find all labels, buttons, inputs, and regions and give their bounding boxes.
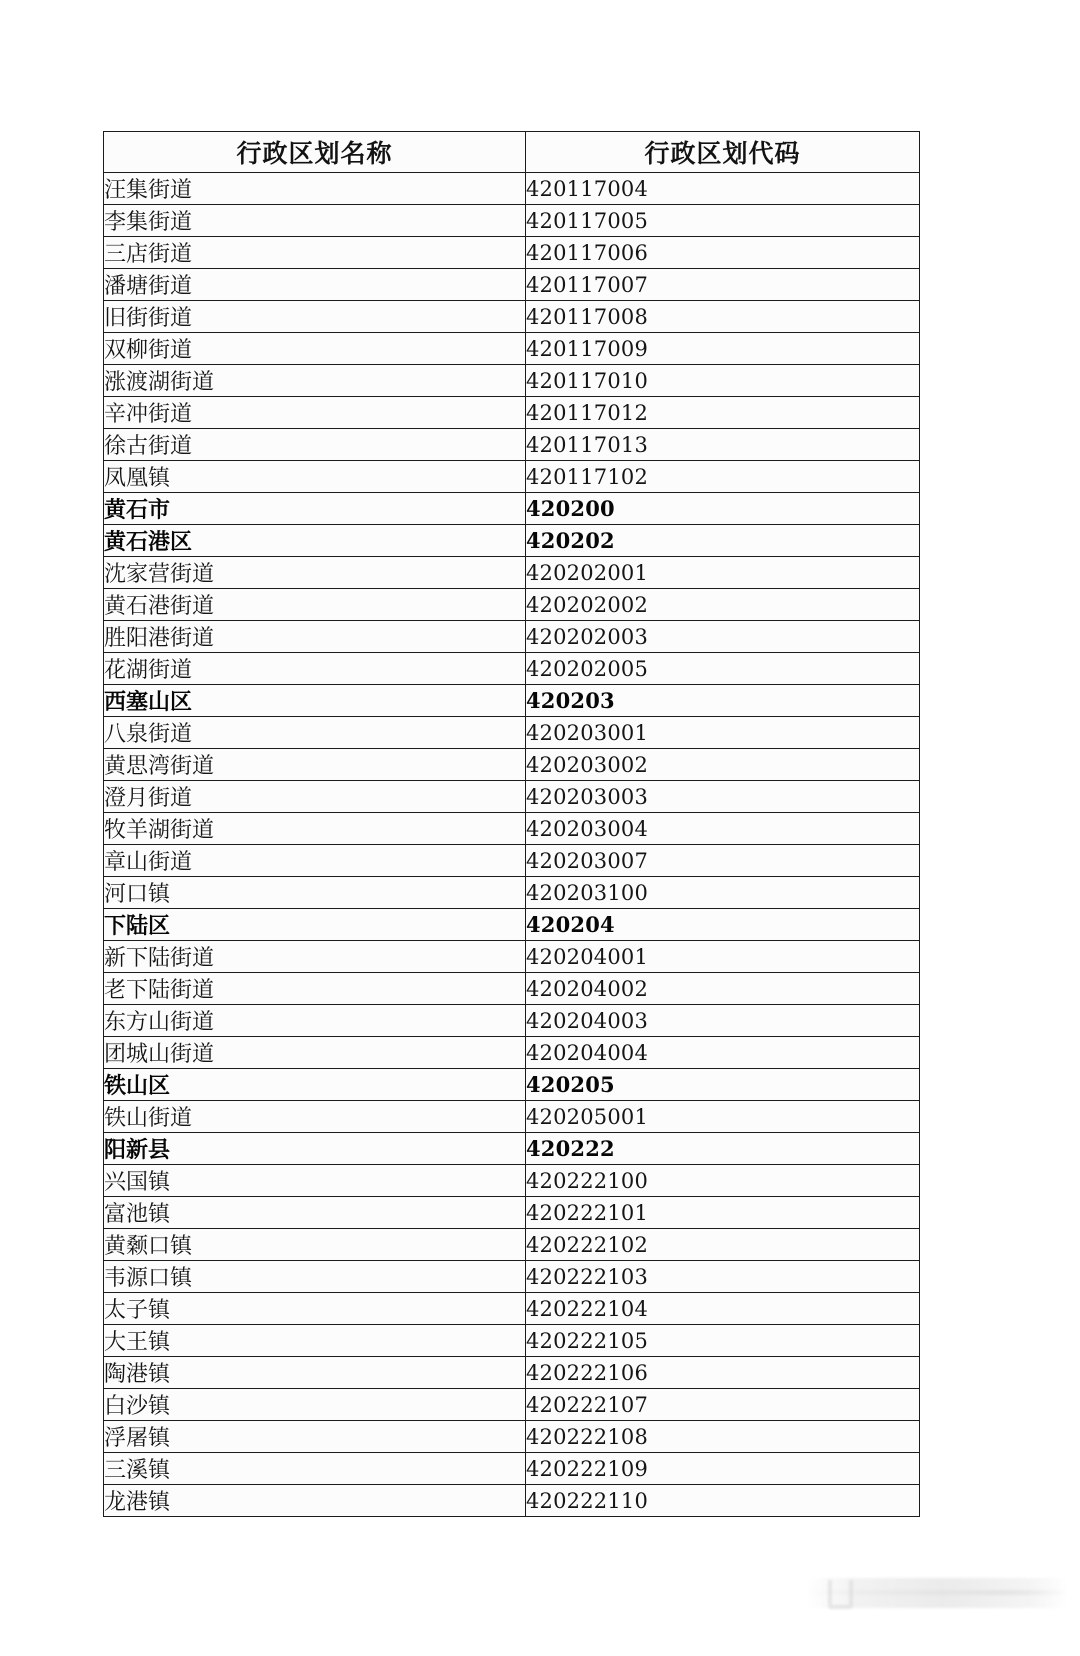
cell-division-name: 阳新县 bbox=[104, 1133, 526, 1165]
table-row bbox=[104, 557, 920, 589]
cell-division-code: 420222106 bbox=[526, 1357, 920, 1389]
cell-division-name: 韦源口镇 bbox=[104, 1261, 526, 1293]
cell-division-name: 黄石港街道 bbox=[104, 589, 526, 621]
table-row bbox=[104, 493, 920, 525]
cell-division-code: 420117006 bbox=[526, 237, 920, 269]
cell-division-code: 420222101 bbox=[526, 1197, 920, 1229]
cell-division-name: 胜阳港街道 bbox=[104, 621, 526, 653]
table-row bbox=[104, 653, 920, 685]
cell-division-code: 420117008 bbox=[526, 301, 920, 333]
cell-division-name: 澄月街道 bbox=[104, 781, 526, 813]
cell-division-code: 420204004 bbox=[526, 1037, 920, 1069]
cell-division-code: 420222104 bbox=[526, 1293, 920, 1325]
table-row bbox=[104, 685, 920, 717]
cell-division-code: 420204 bbox=[526, 909, 920, 941]
cell-division-name: 凤凰镇 bbox=[104, 461, 526, 493]
cell-division-code: 420117007 bbox=[526, 269, 920, 301]
table-row bbox=[104, 1485, 920, 1517]
table-row bbox=[104, 781, 920, 813]
table-row bbox=[104, 365, 920, 397]
cell-division-name: 牧羊湖街道 bbox=[104, 813, 526, 845]
cell-division-code: 420222103 bbox=[526, 1261, 920, 1293]
cell-division-name: 章山街道 bbox=[104, 845, 526, 877]
cell-division-name: 花湖街道 bbox=[104, 653, 526, 685]
table-row bbox=[104, 1389, 920, 1421]
table-row bbox=[104, 1133, 920, 1165]
table-row bbox=[104, 1357, 920, 1389]
cell-division-name: 徐古街道 bbox=[104, 429, 526, 461]
watermark-glyph-icon bbox=[828, 1580, 853, 1609]
table-row bbox=[104, 1453, 920, 1485]
table-row bbox=[104, 1197, 920, 1229]
cell-division-name: 旧街街道 bbox=[104, 301, 526, 333]
cell-division-code: 420117009 bbox=[526, 333, 920, 365]
table-row bbox=[104, 845, 920, 877]
cell-division-name: 下陆区 bbox=[104, 909, 526, 941]
table-row bbox=[104, 397, 920, 429]
cell-division-code: 420117005 bbox=[526, 205, 920, 237]
table-row bbox=[104, 301, 920, 333]
table-row bbox=[104, 1421, 920, 1453]
table-row bbox=[104, 589, 920, 621]
cell-division-code: 420203007 bbox=[526, 845, 920, 877]
table-row bbox=[104, 1325, 920, 1357]
cell-division-name: 白沙镇 bbox=[104, 1389, 526, 1421]
cell-division-code: 420203004 bbox=[526, 813, 920, 845]
cell-division-code: 420202002 bbox=[526, 589, 920, 621]
table-row bbox=[104, 877, 920, 909]
cell-division-name: 铁山区 bbox=[104, 1069, 526, 1101]
cell-division-name: 涨渡湖街道 bbox=[104, 365, 526, 397]
cell-division-code: 420203002 bbox=[526, 749, 920, 781]
administrative-division-table-container bbox=[103, 131, 919, 1517]
table-row bbox=[104, 973, 920, 1005]
table-row bbox=[104, 1261, 920, 1293]
cell-division-code: 420222110 bbox=[526, 1485, 920, 1517]
cell-division-name: 黄石港区 bbox=[104, 525, 526, 557]
table-row bbox=[104, 237, 920, 269]
cell-division-code: 420117102 bbox=[526, 461, 920, 493]
table-header-row bbox=[104, 132, 920, 173]
cell-division-code: 420204001 bbox=[526, 941, 920, 973]
table-row bbox=[104, 1101, 920, 1133]
cell-division-name: 团城山街道 bbox=[104, 1037, 526, 1069]
cell-division-name: 新下陆街道 bbox=[104, 941, 526, 973]
cell-division-name: 三店街道 bbox=[104, 237, 526, 269]
cell-division-code: 420222 bbox=[526, 1133, 920, 1165]
cell-division-name: 富池镇 bbox=[104, 1197, 526, 1229]
cell-division-code: 420205 bbox=[526, 1069, 920, 1101]
table-row bbox=[104, 461, 920, 493]
cell-division-code: 420117013 bbox=[526, 429, 920, 461]
cell-division-name: 八泉街道 bbox=[104, 717, 526, 749]
cell-division-code: 420222102 bbox=[526, 1229, 920, 1261]
cell-division-name: 西塞山区 bbox=[104, 685, 526, 717]
table-row bbox=[104, 1069, 920, 1101]
page-watermark bbox=[806, 1578, 1068, 1608]
table-row bbox=[104, 1293, 920, 1325]
cell-division-name: 潘塘街道 bbox=[104, 269, 526, 301]
cell-division-name: 黄石市 bbox=[104, 493, 526, 525]
cell-division-code: 420117004 bbox=[526, 173, 920, 205]
cell-division-code: 420222105 bbox=[526, 1325, 920, 1357]
cell-division-name: 龙港镇 bbox=[104, 1485, 526, 1517]
table-row bbox=[104, 941, 920, 973]
cell-division-code: 420204003 bbox=[526, 1005, 920, 1037]
cell-division-name: 辛冲街道 bbox=[104, 397, 526, 429]
cell-division-name: 老下陆街道 bbox=[104, 973, 526, 1005]
cell-division-code: 420203 bbox=[526, 685, 920, 717]
table-row bbox=[104, 813, 920, 845]
cell-division-name: 东方山街道 bbox=[104, 1005, 526, 1037]
cell-division-name: 汪集街道 bbox=[104, 173, 526, 205]
cell-division-name: 浮屠镇 bbox=[104, 1421, 526, 1453]
table-row bbox=[104, 525, 920, 557]
table-row bbox=[104, 333, 920, 365]
table-row bbox=[104, 173, 920, 205]
cell-division-name: 太子镇 bbox=[104, 1293, 526, 1325]
table-row bbox=[104, 909, 920, 941]
cell-division-name: 三溪镇 bbox=[104, 1453, 526, 1485]
table-header bbox=[104, 132, 920, 173]
cell-division-code: 420205001 bbox=[526, 1101, 920, 1133]
cell-division-code: 420117010 bbox=[526, 365, 920, 397]
cell-division-code: 420222109 bbox=[526, 1453, 920, 1485]
cell-division-code: 420203003 bbox=[526, 781, 920, 813]
table-row bbox=[104, 749, 920, 781]
cell-division-name: 河口镇 bbox=[104, 877, 526, 909]
table-row bbox=[104, 1037, 920, 1069]
cell-division-name: 李集街道 bbox=[104, 205, 526, 237]
administrative-division-table bbox=[103, 131, 920, 1517]
table-row bbox=[104, 1165, 920, 1197]
table-row bbox=[104, 205, 920, 237]
column-header-division-code: 行政区划代码 bbox=[526, 132, 920, 173]
cell-division-name: 兴国镇 bbox=[104, 1165, 526, 1197]
table-row bbox=[104, 621, 920, 653]
cell-division-name: 沈家营街道 bbox=[104, 557, 526, 589]
cell-division-code: 420202003 bbox=[526, 621, 920, 653]
cell-division-name: 黄颡口镇 bbox=[104, 1229, 526, 1261]
cell-division-code: 420202 bbox=[526, 525, 920, 557]
cell-division-name: 陶港镇 bbox=[104, 1357, 526, 1389]
table-row bbox=[104, 269, 920, 301]
cell-division-code: 420117012 bbox=[526, 397, 920, 429]
table-row bbox=[104, 1005, 920, 1037]
cell-division-code: 420222100 bbox=[526, 1165, 920, 1197]
cell-division-name: 铁山街道 bbox=[104, 1101, 526, 1133]
cell-division-name: 双柳街道 bbox=[104, 333, 526, 365]
cell-division-code: 420222107 bbox=[526, 1389, 920, 1421]
cell-division-code: 420200 bbox=[526, 493, 920, 525]
cell-division-name: 大王镇 bbox=[104, 1325, 526, 1357]
cell-division-name: 黄思湾街道 bbox=[104, 749, 526, 781]
cell-division-code: 420202001 bbox=[526, 557, 920, 589]
cell-division-code: 420204002 bbox=[526, 973, 920, 1005]
table-row bbox=[104, 1229, 920, 1261]
table-row bbox=[104, 429, 920, 461]
cell-division-code: 420202005 bbox=[526, 653, 920, 685]
cell-division-code: 420203001 bbox=[526, 717, 920, 749]
column-header-division-name: 行政区划名称 bbox=[104, 132, 526, 173]
cell-division-code: 420203100 bbox=[526, 877, 920, 909]
table-body bbox=[104, 173, 920, 1517]
cell-division-code: 420222108 bbox=[526, 1421, 920, 1453]
table-row bbox=[104, 717, 920, 749]
